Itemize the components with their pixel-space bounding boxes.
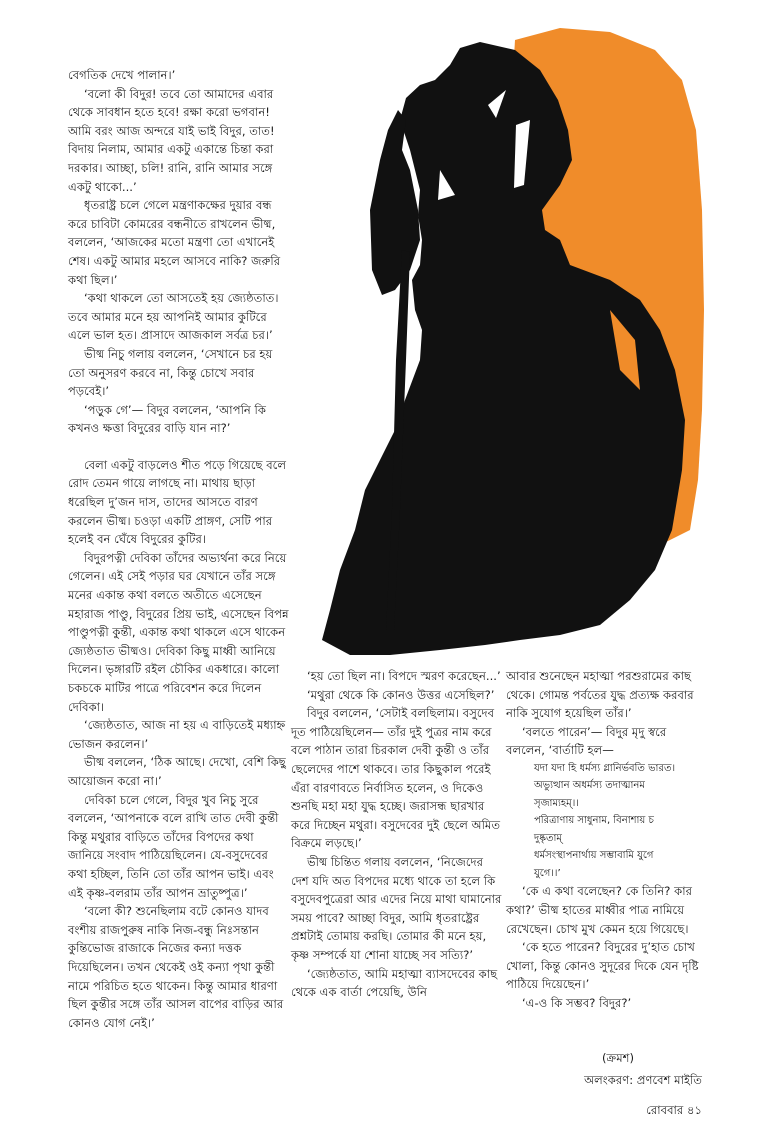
paragraph: বিদুরপত্নী দেবিকা তাঁদের অভ্যর্থনা করে নিয়ে গেলেন। এই সেই পড়ার ঘর যেখানে তাঁর সঙ্গে মনের একান্ত কথা বলতে অতীতে এসেছেন মহারাজ পাণ্ডু, বিদুরের প্রিয় ভাই, এসেছেন বিপন্ন পাণ্ডুপত্নী কুন্তী, একান্ত কথা থাকলে এসে থাকেন জ্যেষ্ঠতাত ভীষ্মও। দেবিকা কিছু মাধ্বী আনিয়ে দিলেন। ভৃঙ্গারটি রইল চৌকির একধারে। কালো চকচকে মাটির পাত্রে পরিবেশন করে দিলেন দেবিকা।	[68, 550, 289, 714]
text-column-1	[68, 66, 290, 1032]
paragraph: ভীষ্ম চিন্তিত গলায় বললেন, ‘নিজেদের দেশ যদি অত বিপদের মধ্যে থাকে তা হলে কি বসুদেবপুত্রেরা আর এদের নিয়ে মাথা ঘামানোর সময় পাবে? আচ্ছা বিদুর, আমি ধৃতরাষ্ট্রের প্রশ্নটাই তোমায় করছি। তোমার কী মনে হয়, কৃষ্ণ সম্পর্কে যা শোনা যাচ্ছে সব সত্যি?’	[291, 854, 502, 962]
paragraph: দেবিকা চলে গেলে, বিদুর খুব নিচু সুরে বললেন, ‘আপনাকে বলে রাখি তাত দেবী কুন্তী কিন্তু মথুরার বাড়িতে তাঁদের বিপদের কথা জানিয়ে সংবাদ পাঠিয়েছিলেন। যে-বসুদেবের কথা হচ্ছিল, তিনি তো তাঁর আপন ভাই। এবং এই কৃষ্ণ-বলরাম তাঁর আপন ভ্রাতুষ্পুত্র।’	[68, 792, 279, 900]
paragraph: ‘জ্যেষ্ঠতাত, আমি মহাত্মা ব্যাসদেবের কাছ থেকে এক বার্তা পেয়েছি, উনি	[291, 966, 498, 1000]
paragraph: ‘পড়ুক গে’— বিদুর বললেন, ‘আপনি কি কখনও ক্ষত্তা বিদুরের বাড়ি যান না?’	[68, 402, 266, 436]
paragraph: ভীষ্ম নিচু গলায় বললেন, ‘সেখানে চর হয় তো অনুসরণ করবে না, কিন্তু চোখে সবার পড়বেই।’	[68, 346, 273, 399]
paragraph: ‘মথুরা থেকে কি কোনও উত্তর এসেছিল?’	[307, 687, 495, 702]
verse-line: পরিত্রাণায় সাধুনাম, বিনাশায় চ	[534, 815, 654, 827]
paragraph: ‘বলো কী বিদুর! তবে তো আমাদের এবার থেকে সাবধান হতে হবে! রক্ষা করো ভগবান! আমি বরং আজ অন্দরে যাই ভাই বিদুর, তাত! বিদায় নিলাম, আমার একটু একান্তে চিন্তা করা দরকার। আচ্ছা, চলি! রানি, রানি আমার সঙ্গে একটু থাকো...’	[68, 86, 275, 194]
paragraph: ‘কে হতে পারেন? বিদুরের দু’হাত চোখ খোলা, কিন্তু কোনও সুদূরের দিকে যেন দৃষ্টি পাঠিয়ে দিয়েছেন।’	[506, 940, 699, 992]
paragraph: ‘কে এ কথা বলেছেন? কে তিনি? কার কথা?’ ভীষ্ম হাতের মাধ্বীর পাত্র নামিয়ে রেখেছেন। চোখ মুখ কেমন হয়ে গিয়েছে।	[506, 884, 692, 936]
paragraph: বেগতিক দেখে পালান।’	[68, 68, 176, 82]
paragraph: ‘এ-ও কি সম্ভব? বিদুর?’	[522, 996, 632, 1011]
paragraph: ‘বলো কী? শুনেছিলাম বটে কোনও যাদব বংশীয় রাজপুরুষ নাকি নিজ-বন্ধু নিঃসন্তান কুন্তিভোজ রাজাকে নিজের কন্যা দত্তক দিয়েছিলেন। তখন থেকেই ওই কন্যা পৃথা কুন্তী নামে পরিচিত হতে থাকেন। কিন্তু আমার ধারণা ছিল কুন্তীর সঙ্গে তাঁর আসল বাপের বাড়ির আর কোনও যোগ নেই।’	[68, 904, 284, 1030]
paragraph: আবার শুনেছেন মহাত্মা পরশুরামের কাছ থেকে। গোমন্ত পর্বতের যুদ্ধ প্রত্যক্ষ করবার নাকি সুযোগ হয়েছিল তাঁর।’	[506, 669, 694, 721]
illustrator-credit: অলংকরণ: প্রণবেশ মাইতি	[584, 1073, 702, 1087]
verse-line: যদা যদা হি ধর্মস্য গ্লানির্ভবতি ভারত।	[534, 762, 676, 774]
verse-line: অভ্যুত্থান অধর্মস্য তদাত্মানম	[534, 780, 645, 792]
paragraph: ভীষ্ম বললেন, ‘ঠিক আছে। দেখো, বেশি কিছু আয়োজন করো না।’	[68, 755, 286, 788]
paragraph: ধৃতরাষ্ট্র চলে গেলে মন্ত্রণাকক্ষের দুয়ার বন্ধ করে চাবিটা কোমরের বন্ধনীতে রাখলেন ভীষ্ম, বললেন, ‘আজকের মতো মন্ত্রণা তো এখানেই শেষ। একটু আমার মহলে আসবে নাকি? জরুরি কথা ছিল।’	[68, 198, 281, 287]
silhouette-illustration	[310, 10, 710, 660]
text-column-3	[506, 667, 706, 1013]
paragraph: ‘হয় তো ছিল না। বিপদে স্মরণ করেছেন...’	[307, 669, 501, 683]
to-be-continued-note: (ক্রমশ)	[602, 1051, 635, 1065]
verse-line: ধর্মসংস্থাপনার্থায় সম্ভাবামি যুগে	[534, 850, 654, 862]
paragraph: বেলা একটু বাড়লেও শীত পড়ে গিয়েছে বলে রোদ তেমন গায়ে লাগছে না। মাথায় ছাড়া ধরেছিল দু’জন দাস, তাদের আসতে বারণ করলেন ভীষ্ম। চওড়া একটি প্রাঙ্গণ, সেটি পার হলেই বন ঘেঁষে বিদুরের কুটির।	[68, 457, 286, 547]
verse-line: দুষ্কৃতাম্	[534, 832, 562, 844]
verse-line: যুগে।।’	[534, 867, 561, 879]
page-footer: রোববার ৪১	[646, 1103, 702, 1117]
paragraph: ‘জ্যেষ্ঠতাত, আজ না হয় এ বাড়িতেই মধ্যাহ্ন ভোজন করলেন।’	[68, 718, 286, 751]
verse-line: সৃজাম্যহম্।।	[534, 797, 579, 809]
paragraph: বিদুর বললেন, ‘সেটাই বলছিলাম। বসুদেব দূত পাঠিয়েছিলেন— তাঁর দুই পুত্রর নাম করে বলে পাঠান তারা চিরকাল দেবী কুন্তী ও তাঁর ছেলেদের পাশে থাকবে। তার কিছুকাল পরেই এঁরা বারণাবতে নির্বাসিত হলেন, ও দিকেও শুনছি মহা মহা যুদ্ধ হচ্ছে। জরাসন্ধ ছারখার করে দিচ্ছেন মথুরা। বসুদেবের দুই ছেলে অমিত বিক্রমে লড়ছে।’	[291, 706, 501, 851]
text-column-2	[291, 667, 503, 1002]
paragraph: ‘বলতে পারেন’— বিদুর মৃদু স্বরে বললেন, ‘বার্তাটি হল—	[506, 724, 667, 758]
paragraph: ‘কথা থাকলে তো আসতেই হয় জ্যেষ্ঠতাত। তবে আমার মনে হয় আপনিই আমার কুটিরে এলে ভাল হত। প্রাসাদে আজকাল সর্বত্র চর।’	[68, 291, 279, 343]
